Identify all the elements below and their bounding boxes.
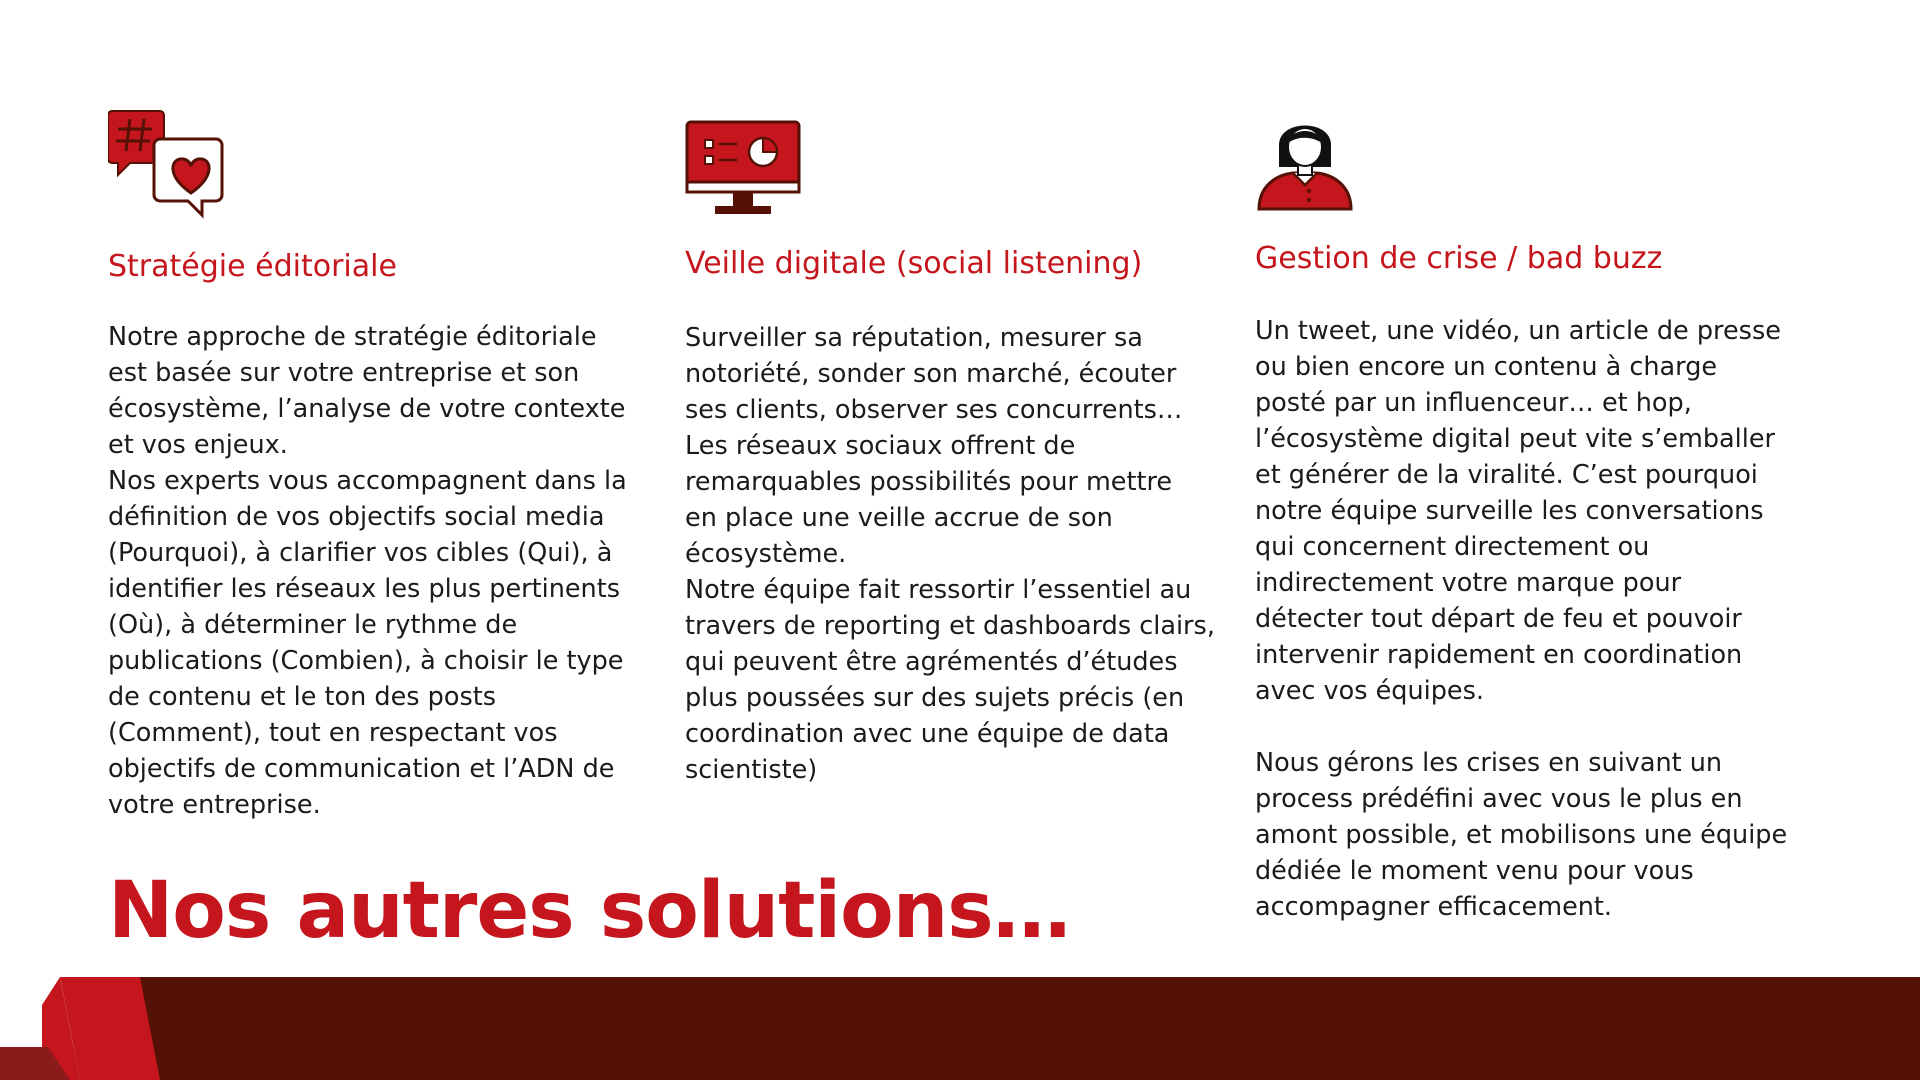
- column-description: Notre approche de stratégie éditoriale est basée sur votre entreprise et son écosystème, l’analyse de votre contexte et vos enjeux. Nos experts vous accompagnent dans la définition de vos objectifs social media (Pourquoi), à clarifier vos cibles (Qui), à identifier les réseaux les plus pertinents (Où), à déterminer le rythme de publications (Combien), à choisir le type de contenu et le ton des posts (Comment), tout en respectant vos objectifs de communication et l’ADN de votre entreprise.: [108, 322, 627, 820]
- column-title: Gestion de crise / bad buzz: [1255, 241, 1663, 276]
- column-digital-watch: [685, 120, 1225, 788]
- column-crisis-management: [1255, 105, 1795, 925]
- person-avatar-icon: [1255, 105, 1355, 211]
- social-chat-heart-icon: [108, 105, 228, 225]
- column-title: Stratégie éditoriale: [108, 249, 397, 284]
- page-heading: Nos autres solutions…: [108, 866, 1070, 956]
- column-description: Un tweet, une vidéo, un article de presse ou bien encore un contenu à charge posté par un influenceur… et hop, l’écosystème digital peut vite s’emballer et générer de la viralité. C’est pourquoi notre équipe surveille les conversations qui concernent directement ou indirectement votre marque pour détecter tout départ de feu et pouvoir intervenir rapidement en coordination avec vos équipes. Nous gérons les crises en suivant un process prédéfini avec vous le plus en amont possible, et mobilisons une équipe dédiée le moment venu pour vous accompagner efficacement.: [1255, 316, 1788, 922]
- column-editorial-strategy: [108, 105, 638, 823]
- column-title: Veille digitale (social listening): [685, 246, 1143, 281]
- column-description: Surveiller sa réputation, mesurer sa notoriété, sonder son marché, écouter ses clients, observer ses concurrents… Les réseaux sociaux offrent de remarquables possibilités pour mettre en place une veille accrue de son écosystème. Notre équipe fait ressortir l’essentiel au travers de reporting et dashboards clairs, qui peuvent être agrémentés d’études plus poussées sur des sujets précis (en coordination avec une équipe de data scientiste): [685, 323, 1215, 785]
- footer-dark-bar: [120, 977, 1920, 1080]
- footer-band: [0, 977, 1920, 1080]
- monitor-dashboard-icon: [685, 120, 801, 216]
